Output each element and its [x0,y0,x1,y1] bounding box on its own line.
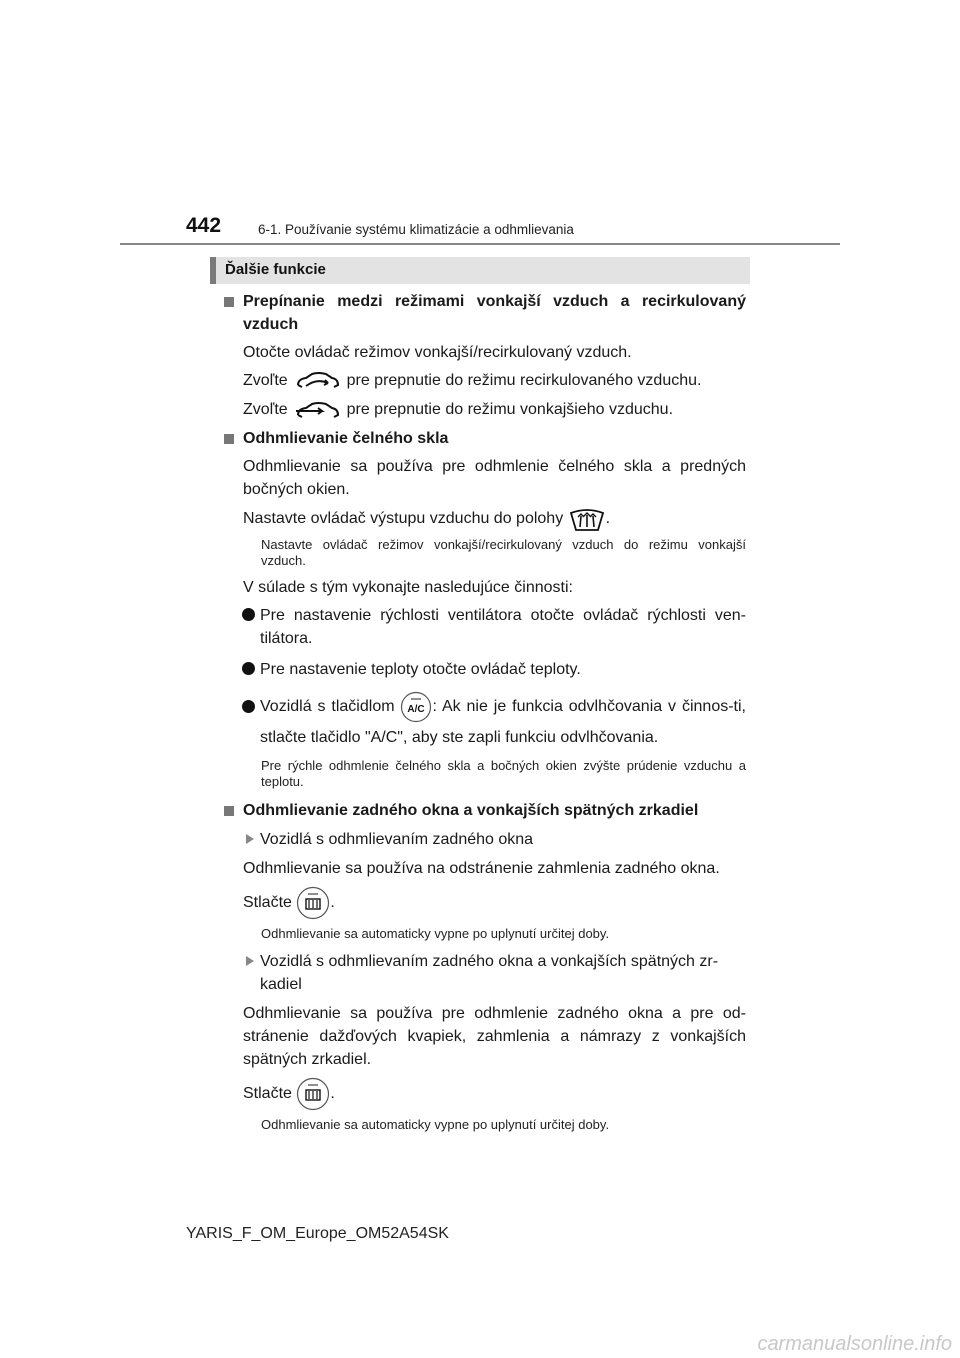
subheading-air-mode: Prepínanie medzi režimami vonkajší vzduch a recirkulovaný vzduch [224,290,746,336]
rear-window-description: Odhmlievanie sa používa na odstránenie zahmlenia zadného okna. [243,860,720,877]
follow-steps-text: V súlade s tým vykonajte nasledujúce činnosti: [243,579,573,596]
windshield-note: Nastavte ovládač režimov vonkajší/recirkulovaný vzduch do režimu vonkajší vzduch. [261,537,746,568]
press-rear-defog-line: Stlačte . [224,886,746,920]
document-code: YARIS_F_OM_Europe_OM52A54SK [186,1225,449,1242]
square-bullet-icon [224,806,234,816]
square-bullet-icon [224,434,234,444]
press-rear-defog-line-2: Stlačte . [224,1077,746,1111]
ac-button-label: A/C [407,704,426,715]
page-header [0,0,960,250]
subheading-windshield-defog: Odhmlievanie čelného skla [224,427,746,450]
rear-mirrors-description: Odhmlievanie sa používa pre odhmlenie zadného okna a pre od-stránenie dažďových kvapiek, zahmlenia a námrazy z vonkajších spätných zrkadiel. [243,1005,746,1069]
quick-defog-note: Pre rýchle odhmlenie čelného skla a bočných okien zvýšte prúdenie vzduchu a teplotu. [261,758,746,789]
ac-button-icon [400,691,432,723]
recirculated-air-icon [292,369,342,393]
auto-off-note-2: Odhmlievanie sa automaticky vypne po uplynutí určitej doby. [261,1117,610,1133]
round-bullet-icon [242,662,255,675]
square-bullet-icon [224,297,234,307]
subheading-rear-defogger: Odhmlievanie zadného okna a vonkajších spätných zrkadiel [224,799,746,822]
header-divider [120,243,840,245]
round-bullet-icon [242,700,255,713]
air-outlet-instruction: Nastavte ovládač výstupu vzduchu do polohy . [224,506,746,532]
rear-defogger-button-icon [296,886,330,920]
section-heading-bar [210,257,750,284]
triangle-bullet-icon [246,956,254,966]
vehicle-type-rear-window: Vozidlá s odhmlievaním zadného okna [224,828,746,851]
outside-air-icon [292,398,342,422]
bullet-temperature: Pre nastavenie teploty otočte ovládač teploty. [224,658,746,681]
page-number: 442 [186,214,222,237]
watermark: carmanualsonline.info [757,1333,952,1355]
chapter-title: 6-1. Používanie systému klimatizácie a odhmlievania [258,222,574,237]
bullet-ac-button: Vozidlá s tlačidlom A/C : Ak nie je funkcia odvlhčovania v činnos-ti, stlačte tlačidlo "A/C", aby ste zapli funkciu odvlhčovania. [224,691,746,753]
windshield-defog-icon [568,506,606,532]
air-mode-instruction: Otočte ovládač režimov vonkajší/recirkulovaný vzduch. [243,344,632,361]
vehicle-type-rear-window-mirrors: Vozidlá s odhmlievaním zadného okna a vonkajších spätných zr-kadiel [224,950,746,996]
recirculate-line: Zvoľte pre prepnutie do režimu recirkulovaného vzduchu. [224,369,746,393]
bullet-fan-speed: Pre nastavenie rýchlosti ventilátora otočte ovládač rýchlosti ven-tilátora. [224,604,746,650]
page-content [224,288,746,1133]
outside-air-line: Zvoľte pre prepnutie do režimu vonkajšieho vzduchu. [224,398,746,422]
windshield-description: Odhmlievanie sa používa pre odhmlenie čelného skla a predných bočných okien. [243,458,746,498]
rear-defogger-button-icon [296,1077,330,1111]
section-title: Ďalšie funkcie [225,261,326,278]
round-bullet-icon [242,608,255,621]
auto-off-note-1: Odhmlievanie sa automaticky vypne po uplynutí určitej doby. [261,926,610,942]
triangle-bullet-icon [246,834,254,844]
